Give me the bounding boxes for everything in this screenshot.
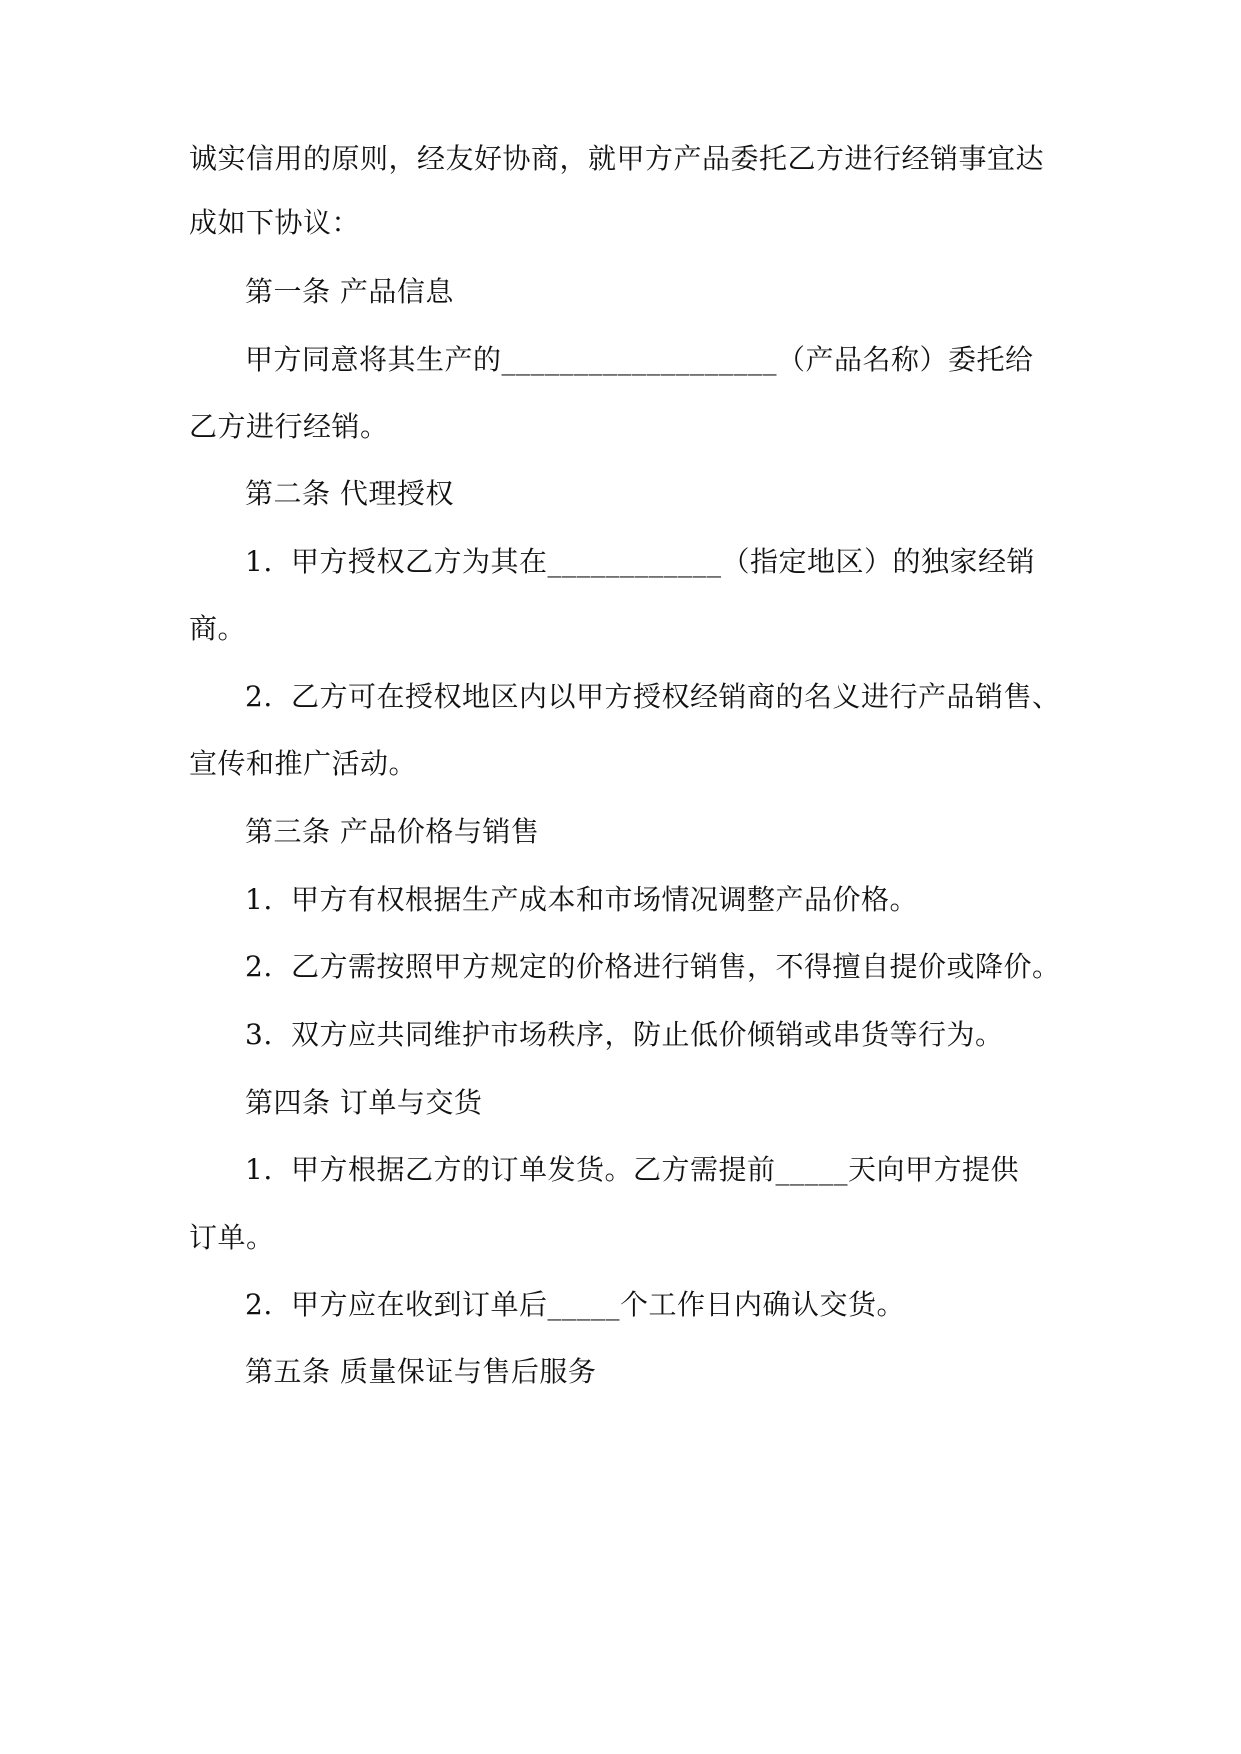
heading-text: 第三条 产品价格与销售	[245, 815, 540, 848]
item-number: 2.	[245, 950, 273, 983]
article-2-item-1-line-2	[189, 609, 246, 649]
article-3-item-3	[245, 1015, 1004, 1055]
item-number: 1.	[245, 883, 273, 916]
item-number: 2.	[245, 680, 273, 713]
article-2-heading	[245, 474, 454, 514]
paragraph-text: 成如下协议：	[189, 206, 361, 239]
article-5-heading	[245, 1352, 596, 1392]
article-4-item-2	[245, 1285, 905, 1325]
paragraph-text: 甲方有权根据生产成本和市场情况调整产品价格。	[291, 883, 919, 916]
paragraph-text: 乙方需按照甲方规定的价格进行销售，不得擅自提价或降价。	[291, 950, 1061, 983]
paragraph-text: 商。	[189, 612, 247, 645]
article-1-text-line-1	[245, 340, 1034, 380]
paragraph-text: 甲方同意将其生产的___________________（产品名称）委托给	[245, 343, 1034, 376]
article-4-heading	[245, 1083, 482, 1123]
paragraph-text: 甲方根据乙方的订单发货。乙方需提前_____天向甲方提供	[291, 1153, 1020, 1186]
heading-text: 第一条 产品信息	[245, 275, 454, 308]
item-number: 1.	[245, 1153, 273, 1186]
article-2-item-2-line-2	[189, 744, 417, 784]
article-2-item-2-line-1	[245, 677, 1061, 717]
article-1-text-line-2	[189, 407, 389, 447]
article-4-item-1-line-1	[245, 1150, 1019, 1190]
paragraph-text: 甲方授权乙方为其在____________（指定地区）的独家经销	[291, 545, 1036, 578]
paragraph-text: 订单。	[189, 1221, 275, 1254]
heading-text: 第二条 代理授权	[245, 477, 454, 510]
paragraph-text: 双方应共同维护市场秩序，防止低价倾销或串货等行为。	[291, 1018, 1004, 1051]
article-3-heading	[245, 812, 539, 852]
heading-text: 第四条 订单与交货	[245, 1086, 483, 1119]
article-2-item-1-line-1	[245, 542, 1035, 582]
item-number: 3.	[245, 1018, 273, 1051]
paragraph-text: 宣传和推广活动。	[189, 747, 418, 780]
paragraph-text: 乙方可在授权地区内以甲方授权经销商的名义进行产品销售、	[291, 680, 1061, 713]
article-1-heading	[245, 272, 454, 312]
article-3-item-1	[245, 880, 918, 920]
intro-line-2	[189, 203, 360, 243]
intro-line-1	[189, 139, 1044, 179]
paragraph-text: 诚实信用的原则，经友好协商，就甲方产品委托乙方进行经销事宜达	[189, 142, 1045, 175]
item-number: 1.	[245, 545, 273, 578]
paragraph-text: 乙方进行经销。	[189, 410, 389, 443]
item-number: 2.	[245, 1288, 273, 1321]
article-3-item-2	[245, 947, 1061, 987]
article-4-item-1-line-2	[189, 1218, 275, 1258]
paragraph-text: 甲方应在收到订单后_____个工作日内确认交货。	[291, 1288, 906, 1321]
heading-text: 第五条 质量保证与售后服务	[245, 1355, 597, 1388]
